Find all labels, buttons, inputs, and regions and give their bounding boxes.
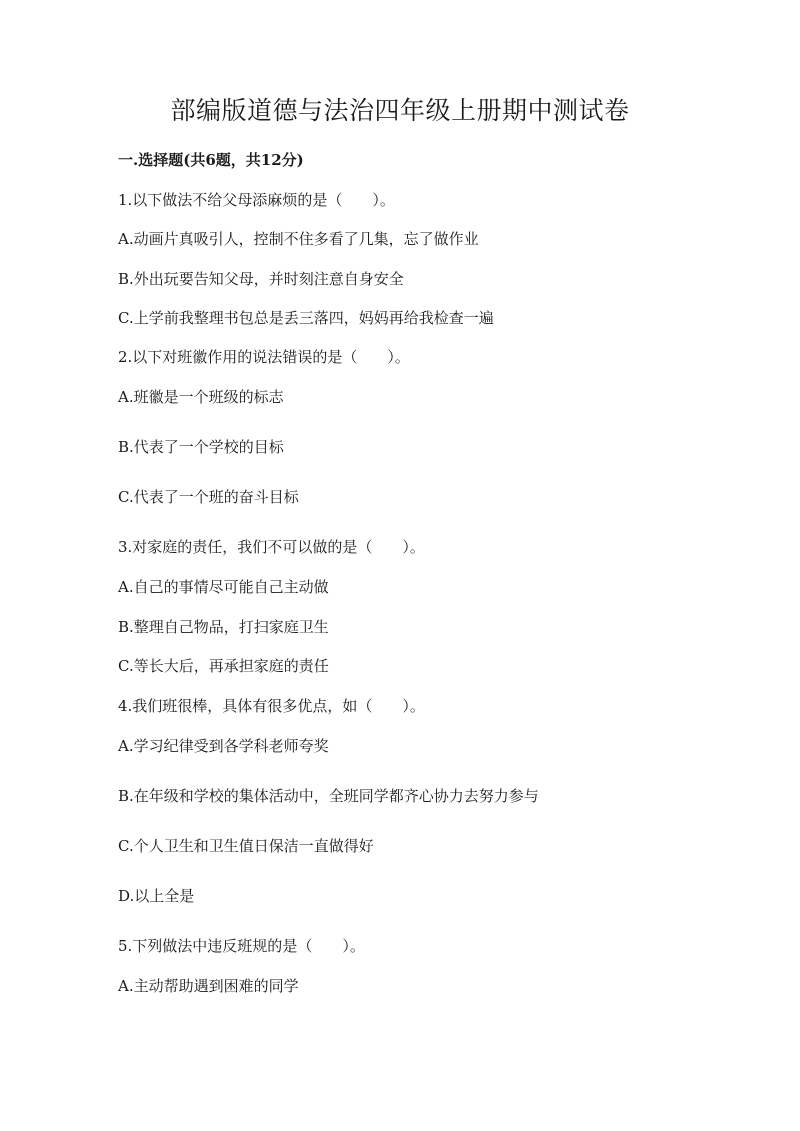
question-1-option-b: B.外出玩要告知父母，并时刻注意自身安全 [118,270,404,288]
question-3-stem: 3.对家庭的责任，我们不可以做的是（ ）。 [118,538,425,556]
question-4-option-c: C.个人卫生和卫生值日保洁一直做得好 [118,837,374,855]
page-title: 部编版道德与法治四年级上册期中测试卷 [170,96,630,125]
question-5-option-a: A.主动帮助遇到困难的同学 [118,977,299,995]
question-2-option-c: C.代表了一个班的奋斗目标 [118,488,299,506]
question-4-option-d: D.以上全是 [118,887,195,905]
question-1-stem: 1.以下做法不给父母添麻烦的是（ ）。 [118,191,395,209]
question-2-stem: 2.以下对班徽作用的说法错误的是（ ）。 [118,348,410,366]
question-2-option-a: A.班徽是一个班级的标志 [118,388,284,406]
question-3-option-a: A.自己的事情尽可能自己主动做 [118,578,329,596]
question-1-option-a: A.动画片真吸引人，控制不住多看了几集，忘了做作业 [118,230,479,248]
question-2-option-b: B.代表了一个学校的目标 [118,438,284,456]
question-4-option-a: A.学习纪律受到各学科老师夸奖 [118,737,329,755]
question-4-stem: 4.我们班很棒，具体有很多优点，如（ ）。 [118,697,425,715]
question-4-option-b: B.在年级和学校的集体活动中，全班同学都齐心协力去努力参与 [118,787,539,805]
section-heading: 一.选择题(共6题，共12分) [118,151,304,169]
question-1-option-c: C.上学前我整理书包总是丢三落四，妈妈再给我检查一遍 [118,309,494,327]
question-3-option-b: B.整理自己物品，打扫家庭卫生 [118,618,329,636]
question-3-option-c: C.等长大后，再承担家庭的责任 [118,657,329,675]
question-5-stem: 5.下列做法中违反班规的是（ ）。 [118,937,365,955]
